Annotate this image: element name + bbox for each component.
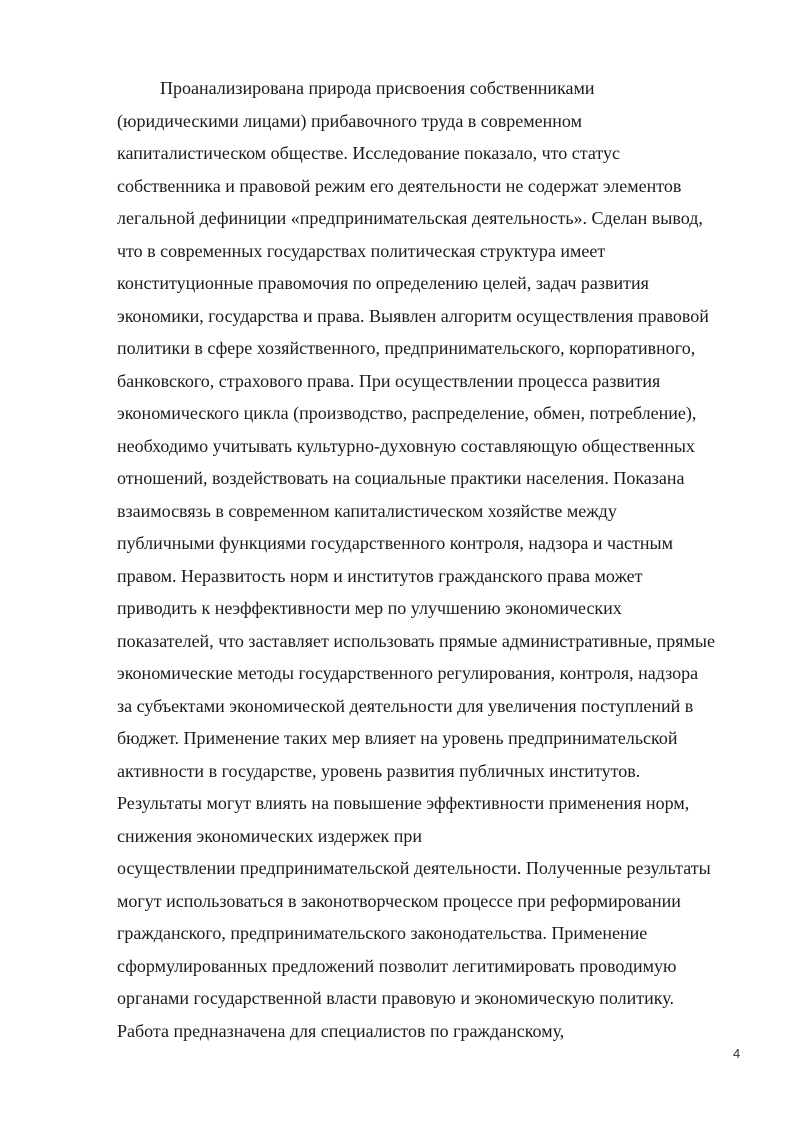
text-line: приводить к неэффективности мер по улучшению экономических — [117, 598, 622, 618]
text-line: экономические методы государственного регулирования, контроля, надзора — [117, 663, 699, 683]
text-line: снижения экономических издержек при — [117, 825, 422, 846]
text-line: Работа предназначена для специалистов по гражданскому, — [117, 1020, 565, 1041]
text-line: бюджет. Применение таких мер влияет на уровень предпринимательской — [117, 728, 678, 748]
text-line: активности в государстве, уровень развития публичных институтов. — [117, 760, 641, 781]
text-line: правом. Неразвитость норм и институтов гражданского права может — [117, 565, 643, 586]
text-line: органами государственной власти правовую и экономическую политику. — [117, 988, 674, 1008]
text-line: (юридическими лицами) прибавочного труда в современном — [117, 110, 582, 131]
text-line: необходимо учитывать культурно-духовную составляющую общественных — [117, 435, 695, 456]
page-number: 4 — [733, 1046, 741, 1061]
text-line: сформулированных предложений позволит легитимировать проводимую — [117, 955, 677, 976]
text-line: публичными функциями государственного контроля, надзора и частным — [117, 533, 673, 553]
text-line: взаимосвязь в современном капиталистическом хозяйстве между — [117, 500, 617, 521]
text-line: собственника и правовой режим его деятельности не содержат элементов — [117, 175, 682, 196]
text-line: политики в сфере хозяйственного, предпринимательского, корпоративного, — [117, 338, 696, 358]
text-line: легальной дефиниции «предпринимательская деятельность». Сделан вывод, — [117, 208, 703, 228]
text-line: банковского, страхового права. При осуществлении процесса развития — [117, 370, 661, 391]
text-line: Проанализирована природа присвоения собственниками — [160, 78, 595, 98]
body-paragraph — [117, 72, 757, 1047]
text-line: конституционные правомочия по определению целей, задач развития — [117, 273, 649, 293]
text-line: показателей, что заставляет использовать прямые административные, прямые — [117, 630, 716, 651]
text-line: капиталистическом обществе. Исследование показало, что статус — [117, 143, 620, 163]
text-line: гражданского, предпринимательского законодательства. Применение — [117, 923, 648, 943]
text-line: осуществлении предпринимательской деятельности. Полученные результаты — [117, 858, 711, 878]
text-line: Результаты могут влиять на повышение эффективности применения норм, — [117, 793, 690, 813]
text-line: отношений, воздействовать на социальные практики населения. Показана — [117, 468, 685, 488]
text-line: могут использоваться в законотворческом процессе при реформировании — [117, 890, 681, 911]
text-line: экономического цикла (производство, распределение, обмен, потребление), — [117, 403, 697, 423]
text-line: что в современных государствах политическая структура имеет — [117, 240, 606, 261]
text-line: экономики, государства и права. Выявлен алгоритм осуществления правовой — [117, 305, 709, 326]
text-line: за субъектами экономической деятельности для увеличения поступлений в — [117, 695, 694, 716]
